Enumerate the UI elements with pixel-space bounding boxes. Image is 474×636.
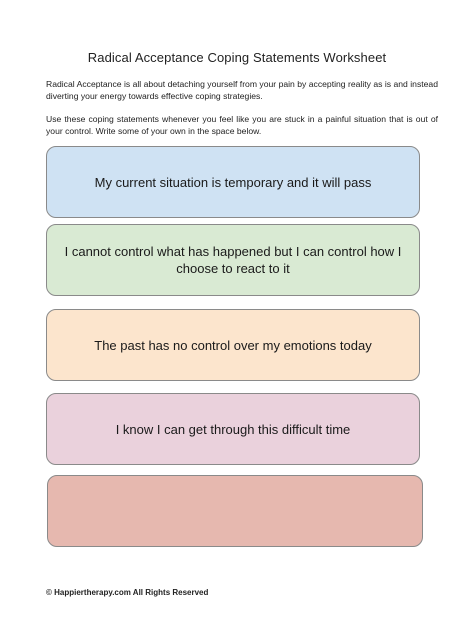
statement-card-1 [46, 146, 420, 218]
page-title: Radical Acceptance Coping Statements Worksheet [87, 50, 387, 65]
statement-text: My current situation is temporary and it will pass [94, 174, 372, 190]
statement-card-3 [46, 309, 420, 381]
statement-card-2 [46, 224, 420, 296]
blank-statement-card[interactable] [47, 475, 423, 547]
instructions-paragraph: Use these coping statements whenever you feel like you are stuck in a painful situation that is out of your control. Write some of your own in the space below. [46, 114, 438, 136]
copyright-footer: © Happiertherapy.com All Rights Reserved [46, 588, 209, 597]
statement-card-4 [46, 393, 420, 465]
statement-text: The past has no control over my emotions today [94, 337, 372, 353]
statement-text: I cannot control what has happened but I can control how I choose to react to it [64, 244, 402, 276]
statement-text: I know I can get through this difficult time [115, 421, 351, 437]
intro-paragraph: Radical Acceptance is all about detaching yourself from your pain by accepting reality as is and instead diverting your energy towards effective coping strategies. [46, 79, 438, 101]
